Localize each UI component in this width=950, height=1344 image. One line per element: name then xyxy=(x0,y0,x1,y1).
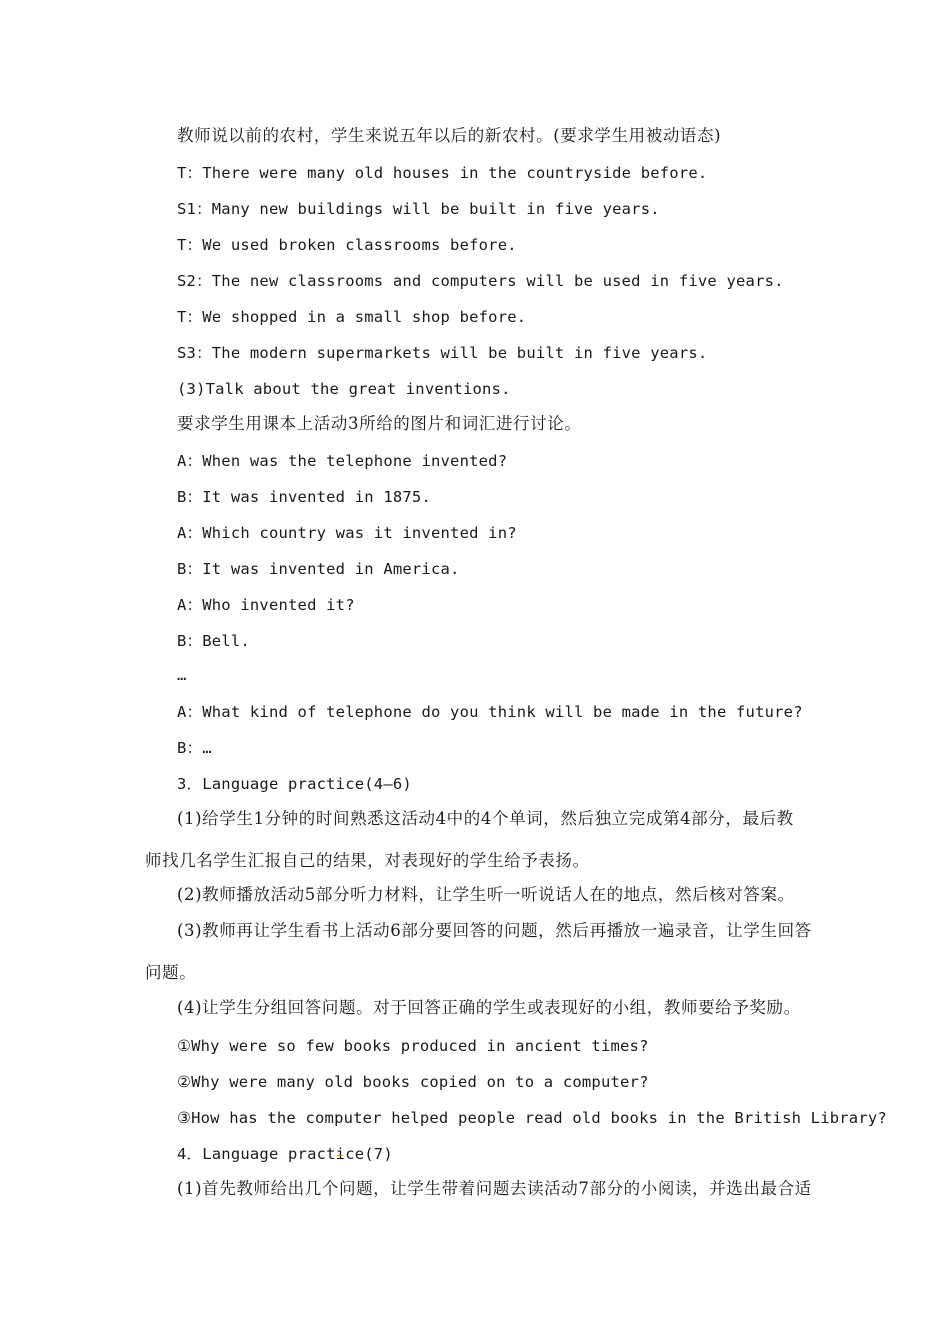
text-line: ②Why were many old books copied on to a computer? xyxy=(177,1073,649,1091)
text-line: S3：The modern supermarkets will be built in five years. xyxy=(177,344,708,362)
text-line: S2：The new classrooms and computers will be used in five years. xyxy=(177,272,784,290)
text-line: B：Bell. xyxy=(177,632,250,650)
text-line: T：We used broken classrooms before. xyxy=(177,236,517,254)
text-line: B：It was invented in America. xyxy=(177,560,460,578)
text-line: A：Which country was it invented in? xyxy=(177,524,517,542)
text-line: 师找几名学生汇报自己的结果，对表现好的学生给予表扬。 xyxy=(145,851,590,870)
text-line: A：Who invented it? xyxy=(177,596,355,614)
text-line: T：There were many old houses in the countryside before. xyxy=(177,164,708,182)
text-line: 4．Language practice(7) xyxy=(177,1145,393,1163)
text-line: 要求学生用课本上活动3所给的图片和词汇进行讨论。 xyxy=(177,414,582,433)
text-line: (3)Talk about the great inventions. xyxy=(177,380,511,398)
text-line: ①Why were so few books produced in ancient times? xyxy=(177,1037,649,1055)
text-line: ③How has the computer helped people read old books in the British Library? xyxy=(177,1109,887,1127)
text-line: T：We shopped in a small shop before. xyxy=(177,308,527,326)
text-line: B：… xyxy=(177,739,212,757)
text-line: A：When was the telephone invented? xyxy=(177,452,508,470)
edit-mark-icon xyxy=(337,1151,343,1156)
text-line: 3．Language practice(4—6) xyxy=(177,775,412,793)
text-line: 问题。 xyxy=(145,963,197,982)
text-line: B：It was invented in 1875. xyxy=(177,488,431,506)
text-line: (1)首先教师给出几个问题，让学生带着问题去读活动7部分的小阅读，并选出最合适 xyxy=(177,1179,812,1198)
text-line: 教师说以前的农村，学生来说五年以后的新农村。(要求学生用被动语态) xyxy=(177,126,722,145)
text-line: … xyxy=(177,666,187,684)
text-line: S1：Many new buildings will be built in five years. xyxy=(177,200,660,218)
text-line: A：What kind of telephone do you think will be made in the future? xyxy=(177,703,803,721)
text-line: (2)教师播放活动5部分听力材料，让学生听一听说话人在的地点，然后核对答案。 xyxy=(177,885,795,904)
text-line: (1)给学生1分钟的时间熟悉这活动4中的4个单词，然后独立完成第4部分，最后教 xyxy=(177,809,794,828)
text-line: (3)教师再让学生看书上活动6部分要回答的问题，然后再播放一遍录音，让学生回答 xyxy=(177,921,812,940)
text-line: (4)让学生分组回答问题。对于回答正确的学生或表现好的小组，教师要给予奖励。 xyxy=(177,998,801,1017)
